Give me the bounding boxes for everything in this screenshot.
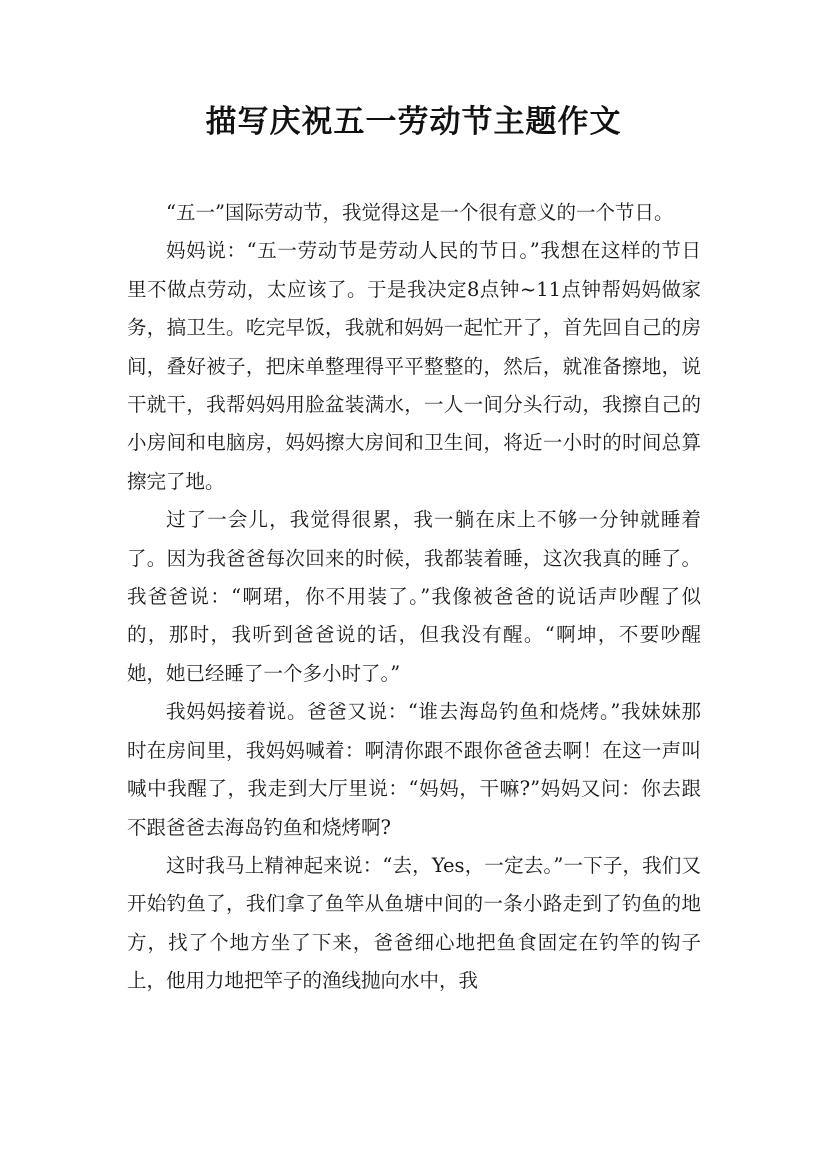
paragraph: 这时我马上精神起来说：“去，Yes，一定去。”一下子，我们又开始钓鱼了，我们拿了鱼竿从鱼塘中间的一条小路走到了钓鱼的地方，找了个地方坐了下来，爸爸细心地把鱼食固定在钓竿的钩子上，他用力地把竿子的渔线抛向水中，我 xyxy=(127,853,701,993)
document-title: 描写庆祝五一劳动节主题作文 xyxy=(205,104,622,140)
paragraph: “五一”国际劳动节，我觉得这是一个很有意义的一个节日。 xyxy=(166,201,674,224)
document-body xyxy=(127,194,701,1001)
paragraph: 我妈妈接着说。爸爸又说：“谁去海岛钓鱼和烧烤。”我妹妹那时在房间里，我妈妈喊着：啊清你跟不跟你爸爸去啊！在这一声叫喊中我醒了，我走到大厅里说：“妈妈，干嘛?”妈妈又问：你去跟不跟爸爸去海岛钓鱼和烧烤啊? xyxy=(127,700,701,839)
paragraph: 过了一会儿，我觉得很累，我一躺在床上不够一分钟就睡着了。因为我爸爸每次回来的时候，我都装着睡，这次我真的睡了。我爸爸说：“啊珺，你不用装了。”我像被爸爸的说话声吵醒了似的，那时，我听到爸爸说的话，但我没有醒。“啊坤，不要吵醒她，她已经睡了一个多小时了。” xyxy=(127,508,701,685)
paragraph: 妈妈说：“五一劳动节是劳动人民的节日。”我想在这样的节日里不做点劳动，太应该了。于是我决定8点钟~11点钟帮妈妈做家务，搞卫生。吃完早饭，我就和妈妈一起忙开了，首先回自己的房间，叠好被子，把床单整理得平平整整的，然后，就准备擦地，说干就干，我帮妈妈用脸盆装满水，一人一间分头行动，我擦自己的小房间和电脑房，妈妈擦大房间和卫生间，将近一小时的时间总算擦完了地。 xyxy=(127,239,701,493)
